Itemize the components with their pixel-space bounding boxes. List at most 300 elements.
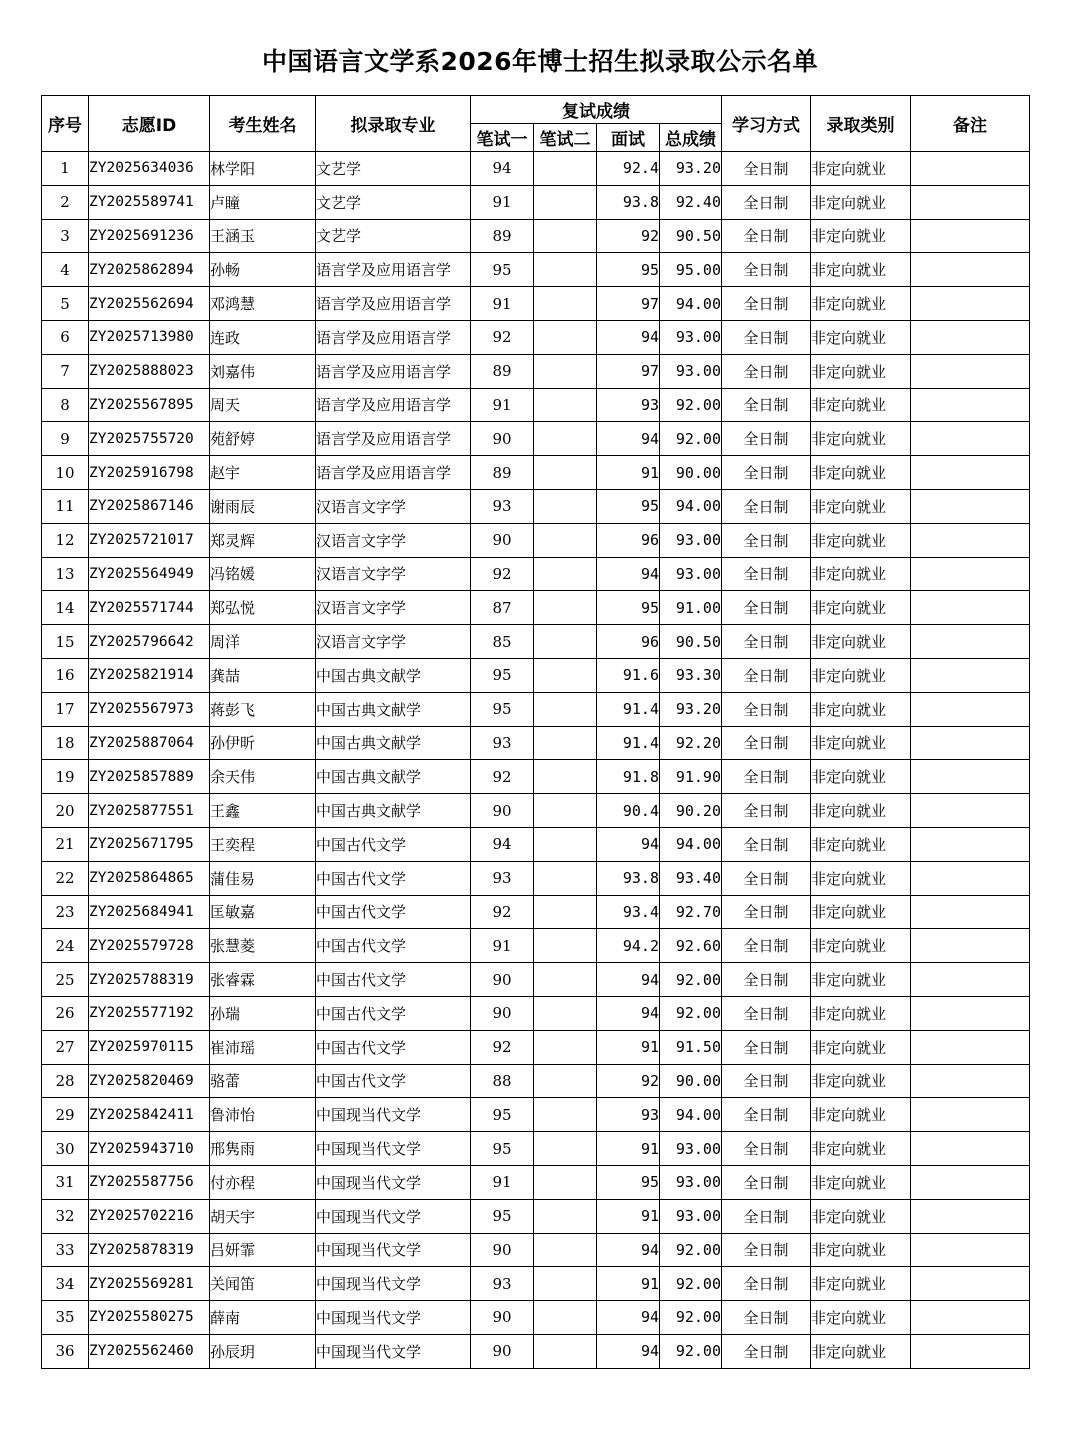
cell-name: 龚喆 — [210, 658, 316, 692]
cell-remark — [911, 1098, 1030, 1132]
cell-name: 鲁沛怡 — [210, 1098, 316, 1132]
cell-name: 周天 — [210, 388, 316, 422]
table-row — [42, 929, 1030, 963]
cell-interview: 94.2 — [597, 929, 660, 963]
cell-remark — [911, 1334, 1030, 1368]
cell-id: ZY2025788319 — [89, 963, 210, 997]
cell-interview: 91.6 — [597, 658, 660, 692]
cell-written2 — [534, 726, 597, 760]
cell-name: 卢瞳 — [210, 185, 316, 219]
cell-mode: 全日制 — [722, 388, 811, 422]
cell-name: 谢雨辰 — [210, 489, 316, 523]
cell-mode: 全日制 — [722, 929, 811, 963]
cell-seq: 5 — [42, 287, 89, 321]
cell-mode: 全日制 — [722, 253, 811, 287]
table-row — [42, 1030, 1030, 1064]
cell-total: 90.50 — [660, 625, 722, 659]
table-row — [42, 422, 1030, 456]
cell-written1: 95 — [471, 1098, 534, 1132]
table-row — [42, 253, 1030, 287]
cell-seq: 14 — [42, 591, 89, 625]
cell-interview: 92.4 — [597, 152, 660, 186]
cell-mode: 全日制 — [722, 895, 811, 929]
cell-seq: 17 — [42, 692, 89, 726]
cell-interview: 94 — [597, 422, 660, 456]
cell-remark — [911, 861, 1030, 895]
cell-name: 蒲佳易 — [210, 861, 316, 895]
cell-mode: 全日制 — [722, 996, 811, 1030]
cell-remark — [911, 658, 1030, 692]
cell-written2 — [534, 388, 597, 422]
table-row — [42, 557, 1030, 591]
cell-written1: 90 — [471, 1233, 534, 1267]
cell-mode: 全日制 — [722, 1030, 811, 1064]
cell-id: ZY2025587756 — [89, 1165, 210, 1199]
cell-interview: 92 — [597, 219, 660, 253]
cell-total: 92.00 — [660, 963, 722, 997]
header-retest: 复试成绩 — [471, 96, 722, 124]
table-row — [42, 760, 1030, 794]
cell-major: 语言学及应用语言学 — [316, 388, 471, 422]
cell-name: 郑弘悦 — [210, 591, 316, 625]
cell-mode: 全日制 — [722, 1233, 811, 1267]
cell-total: 92.70 — [660, 895, 722, 929]
cell-category: 非定向就业 — [811, 1301, 911, 1335]
cell-mode: 全日制 — [722, 557, 811, 591]
cell-category: 非定向就业 — [811, 1030, 911, 1064]
cell-id: ZY2025970115 — [89, 1030, 210, 1064]
table-row — [42, 152, 1030, 186]
cell-name: 郑灵辉 — [210, 523, 316, 557]
header-interview: 面试 — [597, 124, 660, 152]
cell-written1: 95 — [471, 1132, 534, 1166]
cell-seq: 31 — [42, 1165, 89, 1199]
cell-name: 关闻笛 — [210, 1267, 316, 1301]
cell-written1: 90 — [471, 794, 534, 828]
table-body — [42, 152, 1030, 1369]
cell-major: 中国古典文献学 — [316, 726, 471, 760]
cell-id: ZY2025702216 — [89, 1199, 210, 1233]
cell-name: 张睿霖 — [210, 963, 316, 997]
cell-remark — [911, 1132, 1030, 1166]
cell-total: 93.00 — [660, 523, 722, 557]
cell-mode: 全日制 — [722, 456, 811, 490]
cell-name: 孙瑞 — [210, 996, 316, 1030]
cell-total: 94.00 — [660, 1098, 722, 1132]
cell-name: 崔沛瑶 — [210, 1030, 316, 1064]
cell-mode: 全日制 — [722, 1267, 811, 1301]
cell-major: 中国现当代文学 — [316, 1165, 471, 1199]
cell-interview: 94 — [597, 1301, 660, 1335]
cell-written2 — [534, 692, 597, 726]
cell-mode: 全日制 — [722, 794, 811, 828]
cell-seq: 28 — [42, 1064, 89, 1098]
cell-seq: 2 — [42, 185, 89, 219]
cell-mode: 全日制 — [722, 320, 811, 354]
cell-major: 语言学及应用语言学 — [316, 456, 471, 490]
cell-interview: 93 — [597, 1098, 660, 1132]
cell-id: ZY2025887064 — [89, 726, 210, 760]
cell-mode: 全日制 — [722, 861, 811, 895]
cell-major: 语言学及应用语言学 — [316, 253, 471, 287]
cell-interview: 95 — [597, 1165, 660, 1199]
cell-major: 中国现当代文学 — [316, 1132, 471, 1166]
cell-remark — [911, 929, 1030, 963]
cell-mode: 全日制 — [722, 1165, 811, 1199]
cell-seq: 1 — [42, 152, 89, 186]
cell-written1: 95 — [471, 658, 534, 692]
cell-remark — [911, 726, 1030, 760]
cell-mode: 全日制 — [722, 591, 811, 625]
table-row — [42, 287, 1030, 321]
cell-id: ZY2025842411 — [89, 1098, 210, 1132]
cell-total: 92.00 — [660, 1301, 722, 1335]
cell-mode: 全日制 — [722, 489, 811, 523]
cell-written2 — [534, 1030, 597, 1064]
cell-interview: 94 — [597, 320, 660, 354]
table-row — [42, 320, 1030, 354]
table-row — [42, 1233, 1030, 1267]
cell-mode: 全日制 — [722, 1064, 811, 1098]
cell-id: ZY2025691236 — [89, 219, 210, 253]
cell-category: 非定向就业 — [811, 726, 911, 760]
cell-id: ZY2025916798 — [89, 456, 210, 490]
cell-category: 非定向就业 — [811, 625, 911, 659]
table-row — [42, 1301, 1030, 1335]
cell-mode: 全日制 — [722, 185, 811, 219]
cell-interview: 91 — [597, 1267, 660, 1301]
cell-seq: 7 — [42, 354, 89, 388]
header-major: 拟录取专业 — [316, 96, 471, 152]
cell-major: 文艺学 — [316, 152, 471, 186]
cell-written2 — [534, 827, 597, 861]
cell-major: 语言学及应用语言学 — [316, 354, 471, 388]
cell-written1: 89 — [471, 456, 534, 490]
cell-major: 中国现当代文学 — [316, 1334, 471, 1368]
cell-interview: 95 — [597, 591, 660, 625]
cell-major: 文艺学 — [316, 185, 471, 219]
cell-seq: 9 — [42, 422, 89, 456]
table-header — [42, 96, 1030, 152]
cell-remark — [911, 1165, 1030, 1199]
table-row — [42, 1132, 1030, 1166]
cell-seq: 33 — [42, 1233, 89, 1267]
cell-major: 汉语言文字学 — [316, 557, 471, 591]
cell-major: 中国古代文学 — [316, 963, 471, 997]
cell-remark — [911, 1301, 1030, 1335]
cell-seq: 34 — [42, 1267, 89, 1301]
table-row — [42, 692, 1030, 726]
cell-total: 92.00 — [660, 1233, 722, 1267]
cell-seq: 3 — [42, 219, 89, 253]
cell-name: 薛南 — [210, 1301, 316, 1335]
cell-seq: 36 — [42, 1334, 89, 1368]
cell-name: 孙畅 — [210, 253, 316, 287]
cell-major: 汉语言文字学 — [316, 591, 471, 625]
cell-major: 中国现当代文学 — [316, 1267, 471, 1301]
cell-major: 中国古代文学 — [316, 827, 471, 861]
cell-total: 92.00 — [660, 1267, 722, 1301]
cell-remark — [911, 963, 1030, 997]
cell-written1: 92 — [471, 1030, 534, 1064]
cell-seq: 22 — [42, 861, 89, 895]
cell-remark — [911, 1233, 1030, 1267]
cell-id: ZY2025562694 — [89, 287, 210, 321]
table-row — [42, 388, 1030, 422]
cell-total: 93.20 — [660, 152, 722, 186]
cell-seq: 13 — [42, 557, 89, 591]
cell-id: ZY2025821914 — [89, 658, 210, 692]
cell-written2 — [534, 1199, 597, 1233]
cell-id: ZY2025713980 — [89, 320, 210, 354]
cell-interview: 91.4 — [597, 692, 660, 726]
table-row — [42, 895, 1030, 929]
cell-total: 94.00 — [660, 287, 722, 321]
cell-total: 90.20 — [660, 794, 722, 828]
cell-written1: 95 — [471, 253, 534, 287]
cell-major: 汉语言文字学 — [316, 489, 471, 523]
cell-major: 中国古代文学 — [316, 1064, 471, 1098]
header-written1: 笔试一 — [471, 124, 534, 152]
cell-written2 — [534, 287, 597, 321]
cell-name: 王涵玉 — [210, 219, 316, 253]
cell-remark — [911, 692, 1030, 726]
cell-id: ZY2025877551 — [89, 794, 210, 828]
cell-total: 92.00 — [660, 422, 722, 456]
cell-mode: 全日制 — [722, 152, 811, 186]
cell-mode: 全日制 — [722, 354, 811, 388]
cell-id: ZY2025562460 — [89, 1334, 210, 1368]
table-row — [42, 523, 1030, 557]
cell-written2 — [534, 1064, 597, 1098]
cell-interview: 97 — [597, 287, 660, 321]
cell-mode: 全日制 — [722, 1132, 811, 1166]
cell-remark — [911, 1267, 1030, 1301]
cell-mode: 全日制 — [722, 1098, 811, 1132]
cell-interview: 91 — [597, 456, 660, 490]
cell-category: 非定向就业 — [811, 557, 911, 591]
cell-major: 文艺学 — [316, 219, 471, 253]
cell-interview: 90.4 — [597, 794, 660, 828]
cell-total: 92.00 — [660, 996, 722, 1030]
cell-total: 90.00 — [660, 456, 722, 490]
cell-seq: 25 — [42, 963, 89, 997]
table-row — [42, 794, 1030, 828]
header-remark: 备注 — [911, 96, 1030, 152]
cell-remark — [911, 388, 1030, 422]
cell-remark — [911, 456, 1030, 490]
cell-id: ZY2025943710 — [89, 1132, 210, 1166]
cell-remark — [911, 253, 1030, 287]
cell-seq: 27 — [42, 1030, 89, 1064]
cell-total: 93.00 — [660, 1199, 722, 1233]
header-seq: 序号 — [42, 96, 89, 152]
cell-mode: 全日制 — [722, 658, 811, 692]
cell-category: 非定向就业 — [811, 1064, 911, 1098]
cell-mode: 全日制 — [722, 523, 811, 557]
cell-written2 — [534, 1334, 597, 1368]
cell-category: 非定向就业 — [811, 185, 911, 219]
cell-total: 91.50 — [660, 1030, 722, 1064]
cell-total: 91.00 — [660, 591, 722, 625]
cell-seq: 32 — [42, 1199, 89, 1233]
cell-total: 90.00 — [660, 1064, 722, 1098]
cell-name: 孙辰玥 — [210, 1334, 316, 1368]
cell-seq: 18 — [42, 726, 89, 760]
cell-total: 93.00 — [660, 1132, 722, 1166]
cell-written2 — [534, 219, 597, 253]
cell-major: 中国古典文献学 — [316, 794, 471, 828]
cell-category: 非定向就业 — [811, 692, 911, 726]
cell-name: 余天伟 — [210, 760, 316, 794]
cell-written1: 95 — [471, 1199, 534, 1233]
cell-id: ZY2025571744 — [89, 591, 210, 625]
cell-remark — [911, 1199, 1030, 1233]
cell-category: 非定向就业 — [811, 456, 911, 490]
cell-written1: 94 — [471, 827, 534, 861]
cell-remark — [911, 1030, 1030, 1064]
cell-remark — [911, 557, 1030, 591]
cell-written2 — [534, 658, 597, 692]
cell-interview: 91 — [597, 1132, 660, 1166]
cell-id: ZY2025567973 — [89, 692, 210, 726]
cell-written1: 93 — [471, 861, 534, 895]
cell-id: ZY2025862894 — [89, 253, 210, 287]
cell-major: 中国现当代文学 — [316, 1199, 471, 1233]
cell-seq: 10 — [42, 456, 89, 490]
cell-category: 非定向就业 — [811, 827, 911, 861]
cell-remark — [911, 152, 1030, 186]
header-category: 录取类别 — [811, 96, 911, 152]
cell-major: 中国古典文献学 — [316, 658, 471, 692]
cell-total: 92.60 — [660, 929, 722, 963]
cell-seq: 19 — [42, 760, 89, 794]
cell-written2 — [534, 1301, 597, 1335]
cell-id: ZY2025755720 — [89, 422, 210, 456]
cell-written2 — [534, 456, 597, 490]
cell-category: 非定向就业 — [811, 1334, 911, 1368]
cell-mode: 全日制 — [722, 422, 811, 456]
cell-seq: 24 — [42, 929, 89, 963]
table-row — [42, 726, 1030, 760]
cell-category: 非定向就业 — [811, 388, 911, 422]
cell-written1: 87 — [471, 591, 534, 625]
cell-category: 非定向就业 — [811, 320, 911, 354]
cell-total: 90.50 — [660, 219, 722, 253]
cell-category: 非定向就业 — [811, 253, 911, 287]
table-row — [42, 1199, 1030, 1233]
cell-seq: 12 — [42, 523, 89, 557]
cell-id: ZY2025567895 — [89, 388, 210, 422]
cell-total: 93.00 — [660, 1165, 722, 1199]
cell-mode: 全日制 — [722, 726, 811, 760]
cell-interview: 91.8 — [597, 760, 660, 794]
cell-remark — [911, 287, 1030, 321]
cell-written1: 90 — [471, 963, 534, 997]
cell-remark — [911, 219, 1030, 253]
cell-written2 — [534, 760, 597, 794]
cell-remark — [911, 625, 1030, 659]
cell-category: 非定向就业 — [811, 591, 911, 625]
cell-total: 93.40 — [660, 861, 722, 895]
table-row — [42, 354, 1030, 388]
cell-written1: 90 — [471, 996, 534, 1030]
cell-written1: 95 — [471, 692, 534, 726]
cell-seq: 35 — [42, 1301, 89, 1335]
cell-id: ZY2025589741 — [89, 185, 210, 219]
cell-remark — [911, 996, 1030, 1030]
cell-written2 — [534, 591, 597, 625]
cell-category: 非定向就业 — [811, 219, 911, 253]
cell-category: 非定向就业 — [811, 760, 911, 794]
cell-interview: 94 — [597, 996, 660, 1030]
cell-remark — [911, 185, 1030, 219]
cell-id: ZY2025564949 — [89, 557, 210, 591]
cell-mode: 全日制 — [722, 1199, 811, 1233]
cell-written1: 93 — [471, 726, 534, 760]
cell-major: 语言学及应用语言学 — [316, 422, 471, 456]
cell-id: ZY2025721017 — [89, 523, 210, 557]
cell-written2 — [534, 152, 597, 186]
cell-remark — [911, 489, 1030, 523]
cell-written1: 91 — [471, 287, 534, 321]
cell-written2 — [534, 1165, 597, 1199]
cell-name: 张慧菱 — [210, 929, 316, 963]
cell-major: 汉语言文字学 — [316, 523, 471, 557]
table-row — [42, 1267, 1030, 1301]
cell-interview: 91.4 — [597, 726, 660, 760]
cell-category: 非定向就业 — [811, 523, 911, 557]
cell-category: 非定向就业 — [811, 794, 911, 828]
cell-written2 — [534, 963, 597, 997]
table-row — [42, 827, 1030, 861]
cell-major: 中国古代文学 — [316, 1030, 471, 1064]
cell-category: 非定向就业 — [811, 1199, 911, 1233]
cell-major: 中国古代文学 — [316, 895, 471, 929]
cell-written2 — [534, 320, 597, 354]
cell-written1: 92 — [471, 320, 534, 354]
cell-total: 92.40 — [660, 185, 722, 219]
cell-written2 — [534, 861, 597, 895]
cell-total: 94.00 — [660, 827, 722, 861]
cell-mode: 全日制 — [722, 827, 811, 861]
cell-major: 汉语言文字学 — [316, 625, 471, 659]
cell-name: 邓鸿慧 — [210, 287, 316, 321]
cell-total: 93.20 — [660, 692, 722, 726]
cell-major: 中国古代文学 — [316, 996, 471, 1030]
cell-name: 林学阳 — [210, 152, 316, 186]
cell-major: 中国古代文学 — [316, 861, 471, 895]
table-row — [42, 1064, 1030, 1098]
cell-category: 非定向就业 — [811, 152, 911, 186]
cell-written1: 90 — [471, 1301, 534, 1335]
cell-interview: 93.8 — [597, 861, 660, 895]
table-row — [42, 219, 1030, 253]
cell-interview: 94 — [597, 1233, 660, 1267]
cell-category: 非定向就业 — [811, 489, 911, 523]
cell-category: 非定向就业 — [811, 1233, 911, 1267]
cell-major: 语言学及应用语言学 — [316, 320, 471, 354]
cell-category: 非定向就业 — [811, 861, 911, 895]
cell-written2 — [534, 625, 597, 659]
cell-written1: 88 — [471, 1064, 534, 1098]
cell-written2 — [534, 996, 597, 1030]
cell-name: 邢隽雨 — [210, 1132, 316, 1166]
cell-seq: 20 — [42, 794, 89, 828]
cell-id: ZY2025577192 — [89, 996, 210, 1030]
cell-category: 非定向就业 — [811, 895, 911, 929]
cell-interview: 95 — [597, 489, 660, 523]
